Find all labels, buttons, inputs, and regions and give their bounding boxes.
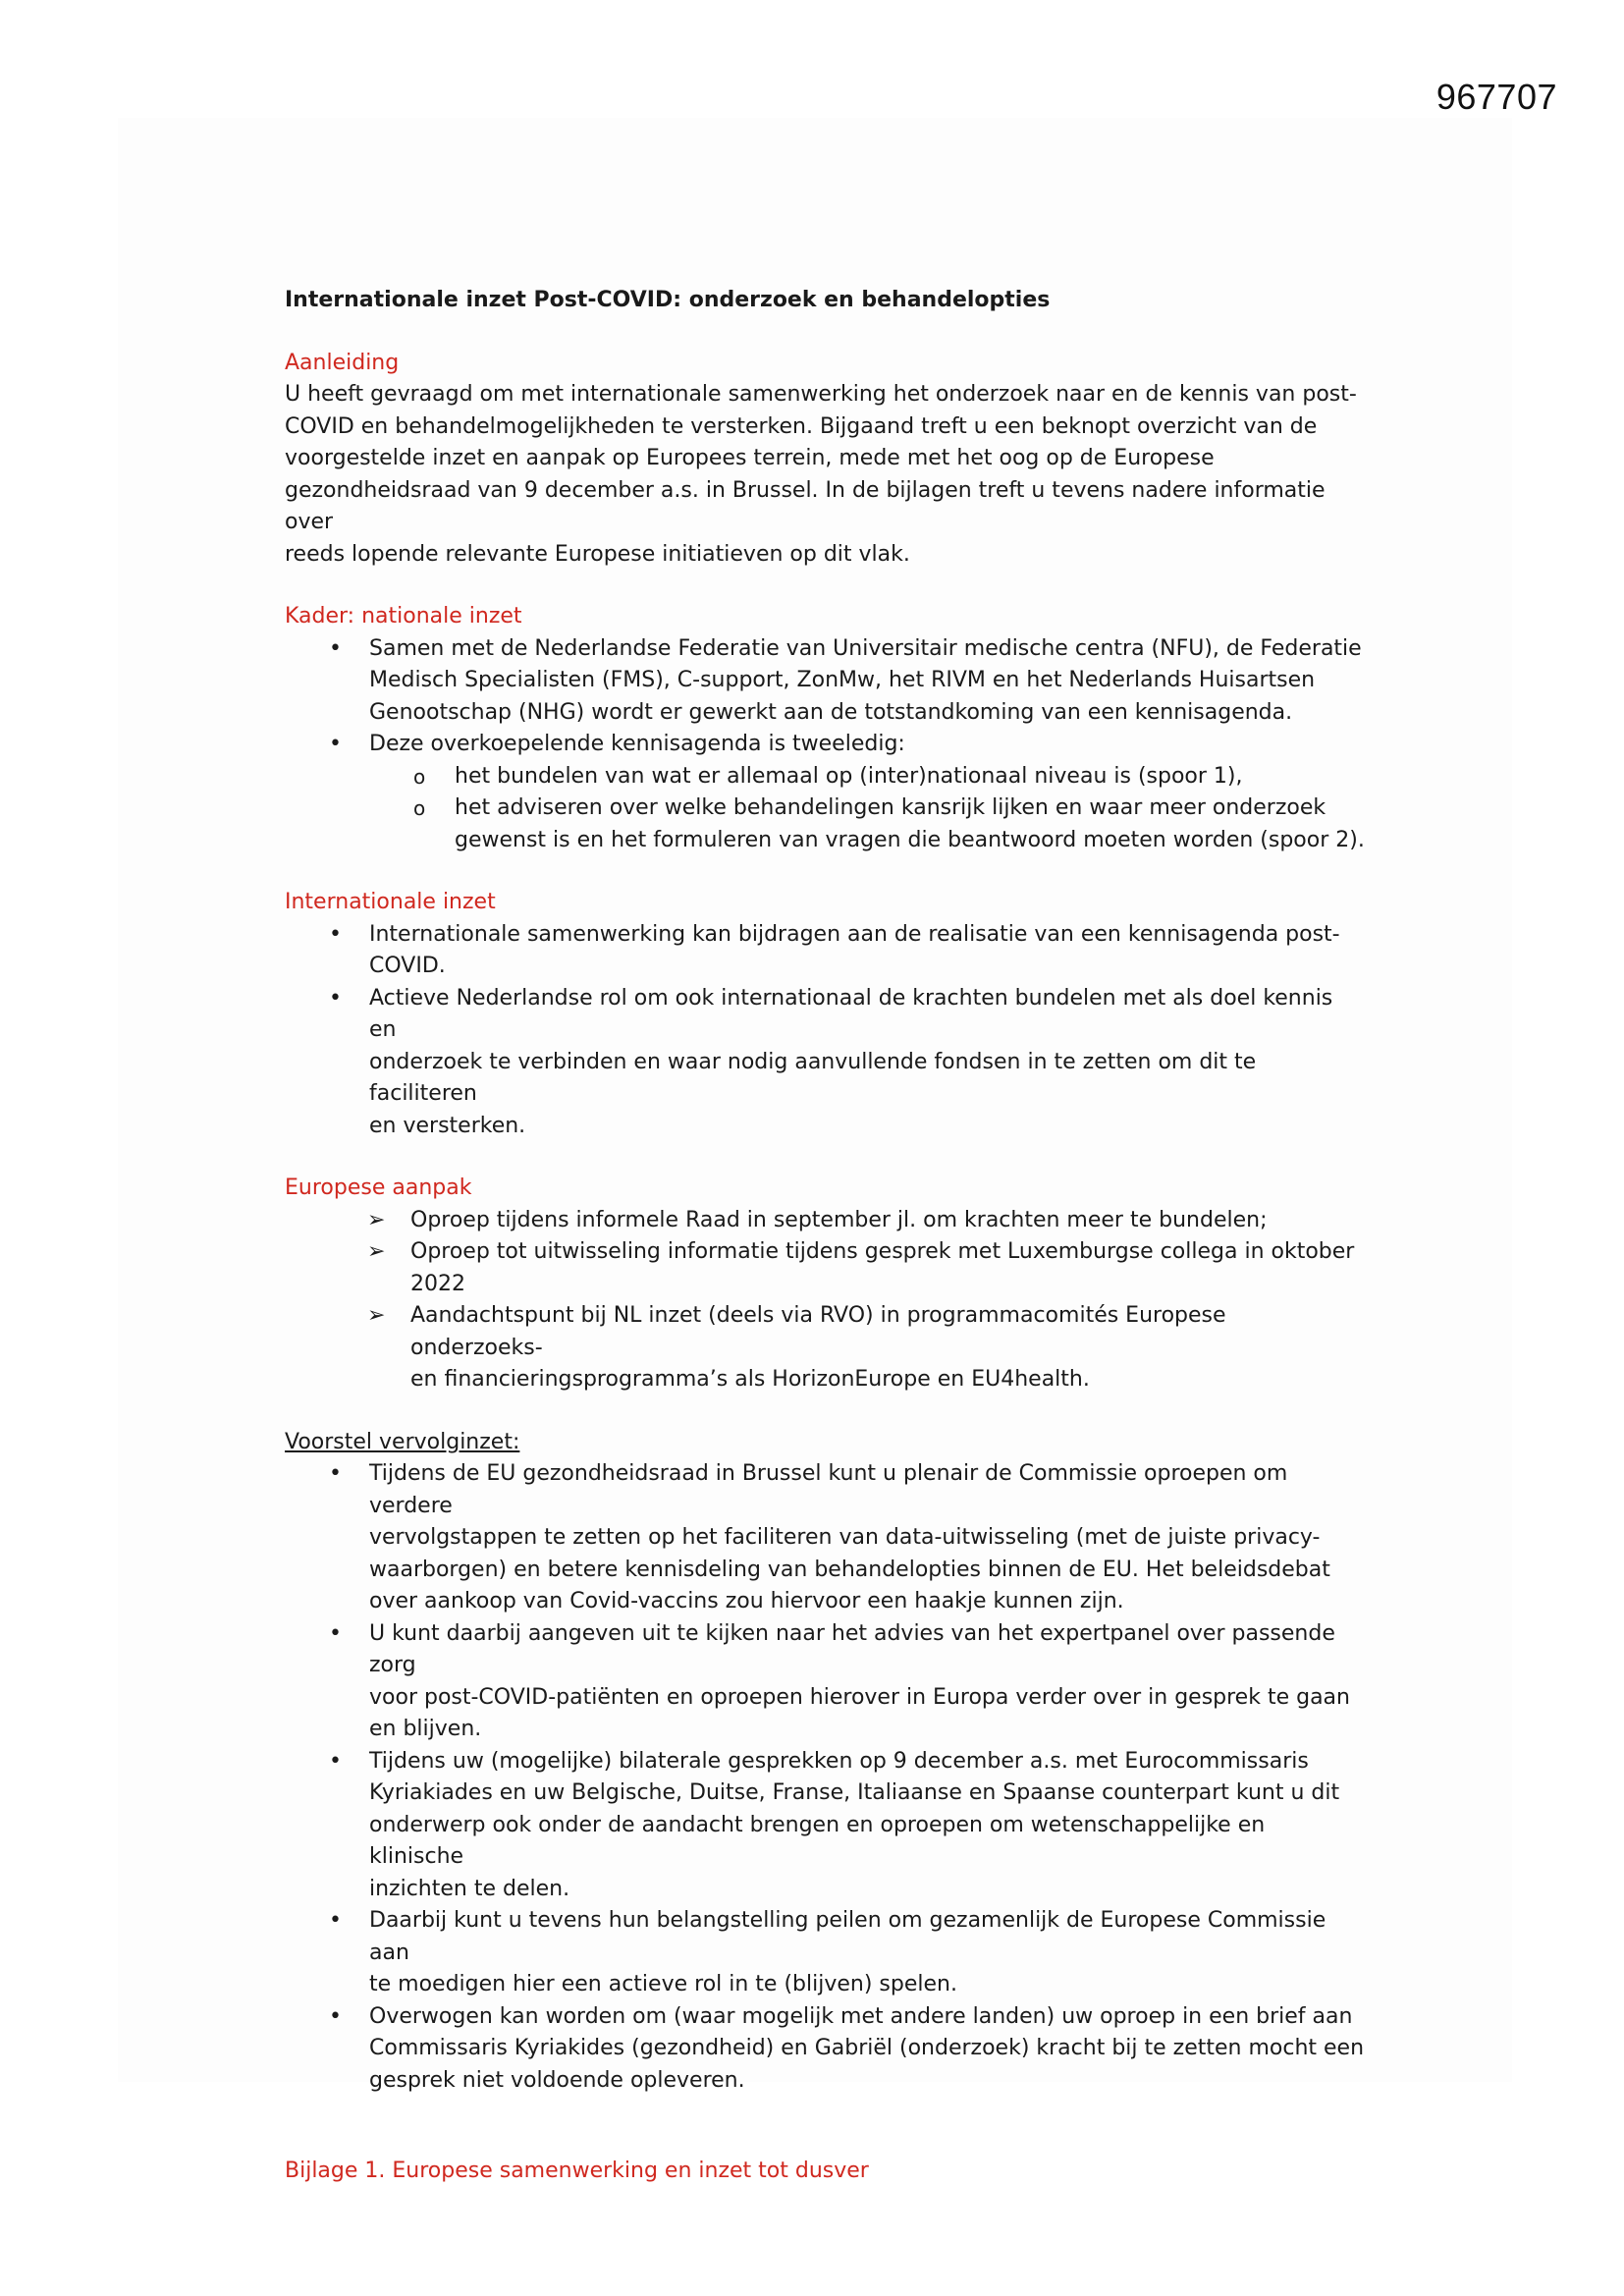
list-item-line: • Tijdens uw (mogelijke) bilaterale gesprekken op 9 december a.s. met Eurocommissaris [369,1748,1309,1774]
paragraph-line: gezondheidsraad van 9 december a.s. in Brussel. In de bijlagen treft u tevens nadere informatie over [285,477,1326,534]
section-heading-bijlage: Bijlage 1. Europese samenwerking en inzet tot dusver [285,2159,869,2183]
list-item-line: o het adviseren over welke behandelingen kansrijk lijken en waar meer onderzoek [455,795,1326,820]
sub-list-item [285,761,1365,793]
list-item [285,1458,1365,1618]
paragraph-line: reeds lopende relevante Europese initiatieven op dit vlak. [285,541,910,567]
paragraph-line: U heeft gevraagd om met internationale samenwerking het onderzoek naar en de kennis van post- [285,382,1357,407]
list-item [285,983,1365,1143]
section-heading-internationale: Internationale inzet [285,890,496,914]
list-item-line: Medisch Specialisten (FMS), C-support, ZonMw, het RIVM en het Nederlands Huisartsen [369,668,1316,692]
list-item-line: inzichten te delen. [369,1876,570,1901]
list-item-line: en financieringsprogramma’s als HorizonEurope en EU4health. [410,1367,1090,1392]
bullet-list [285,1458,1365,2097]
list-item-line: • Tijdens de EU gezondheidsraad in Brussel kunt u plenair de Commissie oproepen om verdere [369,1461,1288,1518]
section-bijlage [285,2156,1365,2188]
bullet-list [285,919,1365,1143]
list-item-line: ➢ Aandachtspunt bij NL inzet (deels via RVO) in programmacomités Europese onderzoeks- [410,1303,1226,1360]
list-item-line: vervolgstappen te zetten op het faciliteren van data-uitwisseling (met de juiste privacy- [369,1525,1321,1550]
list-item-line: ➢ Oproep tot uitwisseling informatie tijdens gesprek met Luxemburgse collega in oktober [410,1239,1355,1264]
list-item [285,2001,1365,2098]
section-heading-aanleiding: Aanleiding [285,350,400,375]
list-item-line: o het bundelen van wat er allemaal op (inter)nationaal niveau is (spoor 1), [455,763,1243,789]
section-aanleiding [285,348,1365,572]
list-item-line: onderzoek te verbinden en waar nodig aanvullende fondsen in te zetten om dit te faciliteren [369,1049,1257,1106]
section-internationale-inzet [285,887,1365,1142]
list-item [285,1300,1365,1396]
list-item-line: te moedigen hier een actieve rol in te (blijven) spelen. [369,1972,957,1996]
list-item-line: ➢ Oproep tijdens informele Raad in september jl. om krachten meer te bundelen; [410,1207,1268,1232]
list-item-line: voor post-COVID-patiënten en oproepen hierover in Europa verder over in gesprek te gaan [369,1684,1350,1710]
bullet-list [285,633,1365,761]
list-item [285,1236,1365,1300]
list-item-line: gesprek niet voldoende opleveren. [369,2067,745,2093]
list-item-line: gewenst is en het formuleren van vragen die beantwoord moeten worden (spoor 2). [455,827,1365,852]
list-item [285,1746,1365,1906]
list-item-line: • Actieve Nederlandse rol om ook internationaal de krachten bundelen met als doel kennis en [369,985,1333,1042]
list-item [285,1205,1365,1237]
list-item-line: COVID. [369,954,446,978]
sub-bullet-list [285,761,1365,857]
list-item-line: • Daarbij kunt u tevens hun belangstelling peilen om gezamenlijk de Europese Commissie aan [369,1908,1326,1965]
document-body [285,285,1365,2218]
section-heading-kader: Kader: nationale inzet [285,604,522,629]
section-kader-nationale-inzet [285,601,1365,856]
section-heading-europese: Europese aanpak [285,1175,472,1200]
list-item [285,1905,1365,2001]
list-item-line: onderwerp ook onder de aandacht brengen en oproepen om wetenschappelijke en klinische [369,1812,1266,1869]
list-item-line: Commissaris Kyriakides (gezondheid) en Gabriël (onderzoek) kracht bij te zetten mocht een [369,2036,1365,2060]
document-title: Internationale inzet Post-COVID: onderzoek en behandelopties [285,288,1051,312]
list-item-line: Genootschap (NHG) wordt er gewerkt aan de totstandkoming van een kennisagenda. [369,699,1293,725]
paragraph-line: voorgestelde inzet en aanpak op Europees terrein, mede met het oog op de Europese [285,446,1215,470]
list-item-line: Kyriakiades en uw Belgische, Duitse, Franse, Italiaanse en Spaanse counterpart kunt u dit [369,1780,1340,1805]
section-heading-voorstel: Voorstel vervolginzet: [285,1429,520,1454]
list-item-line: waarborgen) en betere kennisdeling van behandelopties binnen de EU. Het beleidsdebat [369,1557,1330,1582]
list-item-line: • Overwogen kan worden om (waar mogelijk met andere landen) uw oproep in een brief aan [369,2003,1353,2029]
list-item [285,633,1365,730]
list-item-line: 2022 [410,1271,465,1296]
list-item [285,729,1365,761]
list-item-line: en blijven. [369,1717,482,1741]
section-voorstel-vervolginzet [285,1427,1365,2098]
list-item-line: • Deze overkoepelende kennisagenda is tweeledig: [369,732,905,756]
list-item [285,919,1365,983]
list-item-line: en versterken. [369,1113,526,1138]
paragraph-line: COVID en behandelmogelijkheden te versterken. Bijgaand treft u een beknopt overzicht van de [285,413,1318,439]
list-item-line: over aankoop van Covid-vaccins zou hiervoor een haakje kunnen zijn. [369,1589,1124,1613]
sub-list-item [285,793,1365,856]
section-europese-aanpak [285,1173,1365,1396]
document-number: 967707 [1435,77,1557,117]
list-item-line: • Samen met de Nederlandse Federatie van Universitair medische centra (NFU), de Federatie [369,635,1362,661]
list-item [285,1618,1365,1746]
arrow-bullet-list [285,1205,1365,1396]
list-item-line: • Internationale samenwerking kan bijdragen aan de realisatie van een kennisagenda post- [369,921,1340,947]
list-item-line: • U kunt daarbij aangeven uit te kijken naar het advies van het expertpanel over passende zorg [369,1620,1335,1677]
